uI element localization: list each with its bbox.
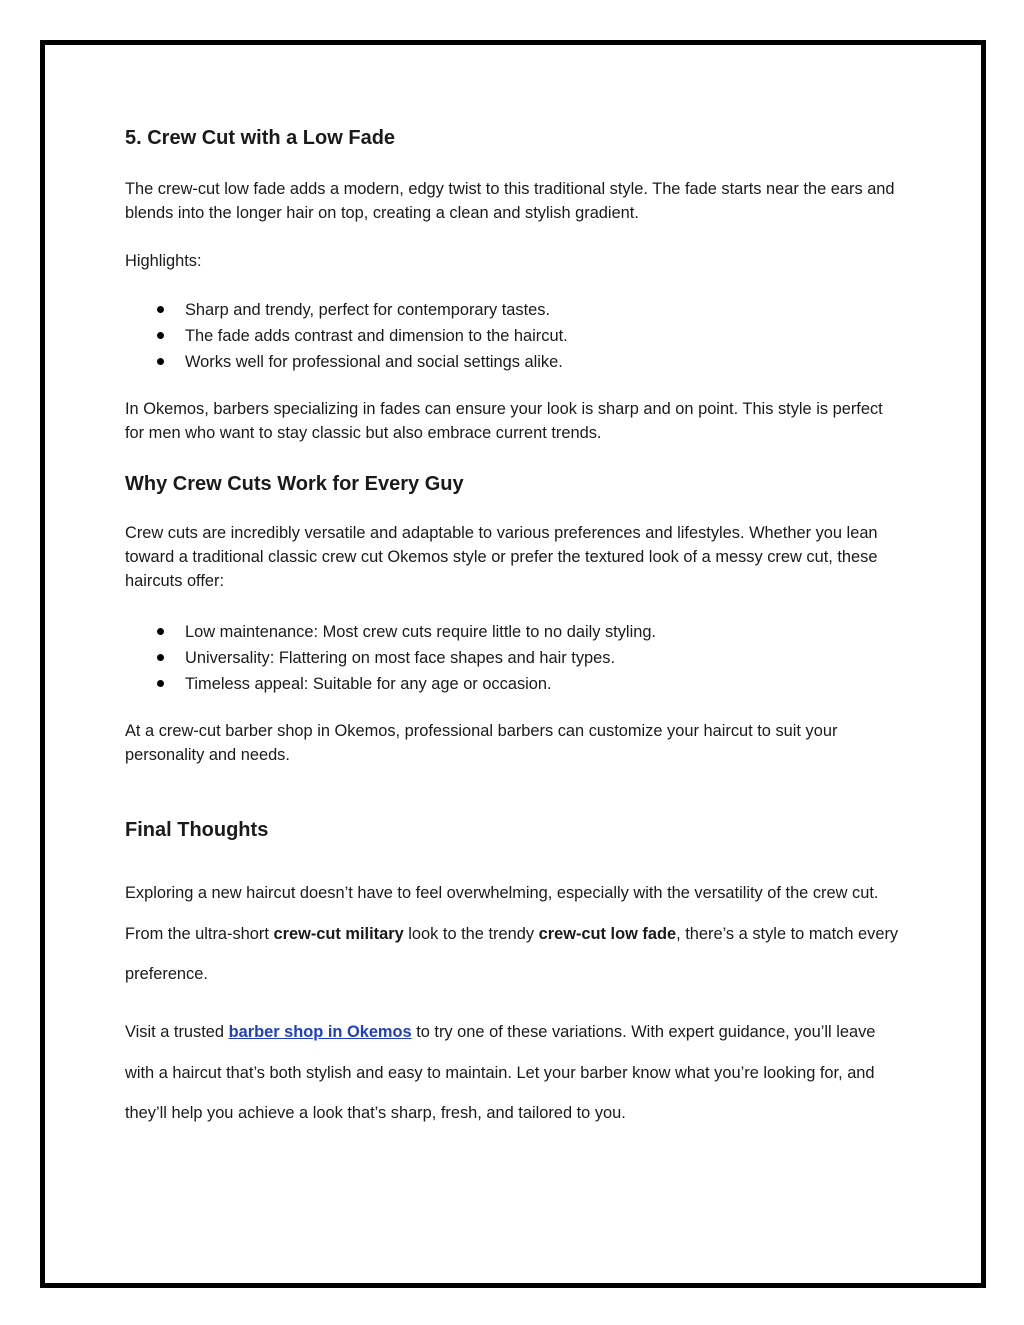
heading-crew-low-fade: 5. Crew Cut with a Low Fade	[125, 127, 396, 149]
paragraph-why-closing: At a crew-cut barber shop in Okemos, professional barbers can customize your haircut to suit your personality and needs.	[125, 722, 838, 764]
bullet-icon	[157, 306, 164, 313]
list-item-text: Universality: Flattering on most face shapes and hair types.	[185, 649, 616, 667]
emphasis-crew-cut-low-fade: crew-cut low fade	[538, 924, 677, 943]
heading-why-crew-cuts: Why Crew Cuts Work for Every Guy	[125, 473, 464, 495]
bullet-icon	[157, 332, 164, 339]
list-item-text: Sharp and trendy, perfect for contemporary tastes.	[185, 301, 551, 319]
paragraph-low-fade-closing: In Okemos, barbers specializing in fades can ensure your look is sharp and on point. This style is perfect for men who want to stay classic but also embrace current trends.	[125, 400, 883, 442]
list-item	[125, 349, 905, 375]
list-item	[125, 323, 905, 349]
bullet-icon	[157, 680, 164, 687]
text-run: Visit a trusted	[125, 1023, 229, 1041]
list-item-text: The fade adds contrast and dimension to the haircut.	[185, 327, 568, 345]
list-item	[125, 645, 905, 671]
document-page	[40, 40, 986, 1288]
text-run: , there’s a style to match every preference.	[125, 924, 899, 983]
paragraph-final-2	[125, 1012, 905, 1134]
list-item	[125, 297, 905, 323]
bullet-icon	[157, 358, 164, 365]
list-item-text: Timeless appeal: Suitable for any age or occasion.	[185, 675, 552, 693]
highlights-label: Highlights:	[125, 252, 202, 270]
list-item	[125, 671, 905, 697]
benefits-list	[125, 619, 905, 697]
heading-final-thoughts: Final Thoughts	[125, 819, 269, 841]
paragraph-why-intro: Crew cuts are incredibly versatile and adaptable to various preferences and lifestyles. Whether you lean toward a traditional classic crew cut Okemos style or prefer the textured look of a messy crew cut, these haircuts offer:	[125, 524, 878, 590]
text-run: Exploring a new haircut doesn’t have to feel overwhelming, especially with the versatility of the crew cut. From the ultra-short	[125, 884, 879, 943]
list-item-text: Low maintenance: Most crew cuts require little to no daily styling.	[185, 623, 656, 641]
list-item-text: Works well for professional and social settings alike.	[185, 353, 563, 371]
paragraph-low-fade-intro: The crew-cut low fade adds a modern, edgy twist to this traditional style. The fade starts near the ears and blends into the longer hair on top, creating a clean and stylish gradient.	[125, 180, 895, 222]
barber-shop-link[interactable]: barber shop in Okemos	[228, 1023, 412, 1041]
bullet-icon	[157, 628, 164, 635]
list-item	[125, 619, 905, 645]
highlights-list	[125, 297, 905, 375]
text-run: to try one of these variations. With expert guidance, you’ll leave with a haircut that’s both stylish and easy to maintain. Let your barber know what you’re looking for, and they’ll help you achieve a look that’s sharp, fresh, and tailored to you.	[125, 1023, 876, 1122]
text-run: look to the trendy	[403, 924, 539, 943]
paragraph-final-1	[125, 873, 905, 995]
bullet-icon	[157, 654, 164, 661]
emphasis-crew-cut-military: crew-cut military	[273, 924, 404, 943]
